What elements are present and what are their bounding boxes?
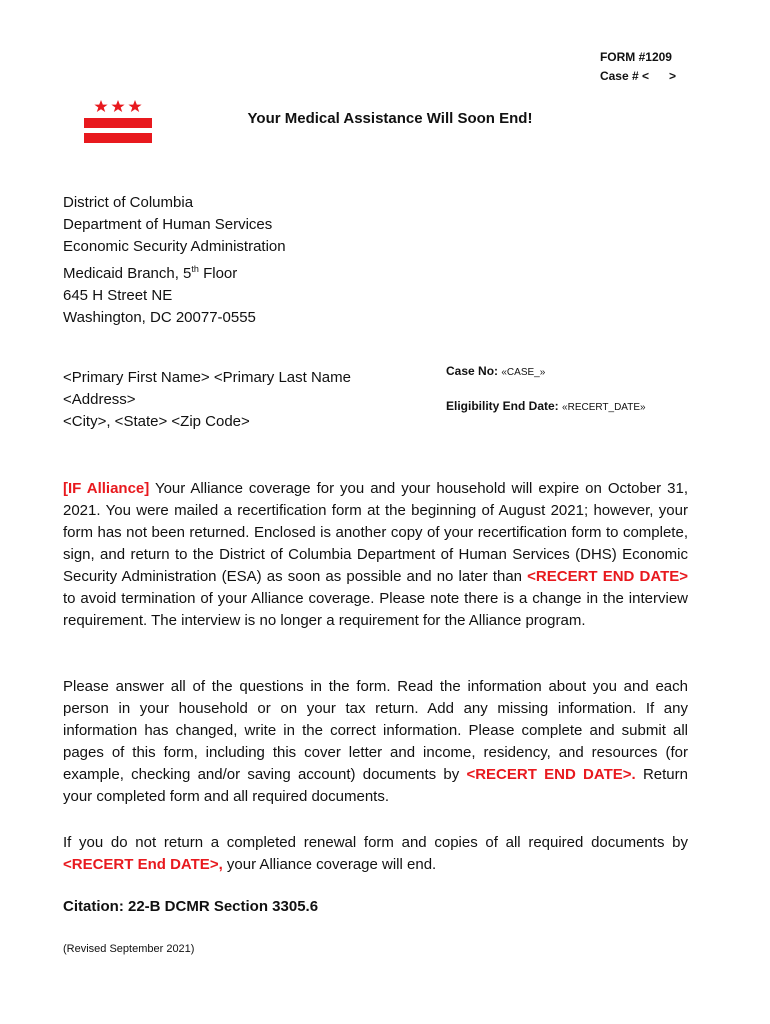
form-header bbox=[600, 48, 676, 86]
recert-end-date-1: <RECERT END DATE> bbox=[527, 568, 688, 585]
case-no-row bbox=[446, 364, 646, 378]
paragraph-warning: If you do not return a completed renewal form and copies of all required documents by <RECERT End DATE>, your Alliance coverage will end. bbox=[63, 834, 688, 873]
end-date-value: «RECERT_DATE» bbox=[562, 402, 646, 413]
flag-bar-bottom bbox=[84, 133, 152, 143]
recert-end-date-2: <RECERT END DATE>. bbox=[466, 766, 636, 783]
recipient-name: <Primary First Name> <Primary Last Name bbox=[63, 369, 351, 386]
case-number-placeholder bbox=[600, 67, 676, 86]
sender-line-5: 645 H Street NE bbox=[63, 287, 173, 304]
case-no-value: «CASE_» bbox=[501, 367, 546, 378]
recipient-street: <Address> bbox=[63, 391, 136, 408]
case-close: > bbox=[668, 69, 676, 83]
sender-line-1: District of Columbia bbox=[63, 194, 194, 211]
sender-address bbox=[63, 192, 286, 329]
sender-line-6: Washington, DC 20077-0555 bbox=[63, 309, 256, 326]
revision-note: (Revised September 2021) bbox=[63, 943, 195, 955]
recert-end-date-3: <RECERT End DATE>, bbox=[63, 856, 223, 873]
end-date-label: Eligibility End Date: bbox=[446, 399, 559, 413]
sender-line-3: Economic Security Administration bbox=[63, 238, 286, 255]
case-no-label: Case No: bbox=[446, 364, 499, 378]
case-info bbox=[446, 364, 646, 413]
form-number: FORM #1209 bbox=[599, 50, 672, 64]
recipient-address bbox=[63, 367, 351, 433]
citation: Citation: 22-B DCMR Section 3305.6 bbox=[63, 898, 319, 915]
alliance-tag: [IF Alliance] bbox=[63, 480, 150, 497]
sender-line-4: Medicaid Branch, 5th Floor bbox=[63, 264, 238, 282]
letter-title: Your Medical Assistance Will Soon End! bbox=[247, 110, 533, 127]
paragraph-instructions: Please answer all of the questions in the form. Read the information about you and each person in your household or on your tax return. Add any missing information. If any information has changed, write in the correct information. Please complete and submit all pages of this form, including this cover letter and income, residency, and resources (for example, checking and/or saving account) documents by <RECERT END DATE>. Return your completed form and all required documents. bbox=[63, 678, 688, 805]
recipient-city-state-zip: <City>, <State> <Zip Code> bbox=[63, 413, 250, 430]
sender-line-2: Department of Human Services bbox=[63, 216, 273, 233]
paragraph-alliance-expiry: [IF Alliance] Your Alliance coverage for you and your household will expire on October 31, 2021. You were mailed a recertification form at the beginning of August 2021; however, your form has not been returned. Enclosed is another copy of your recertification form to complete, sign, and return to the District of Columbia Department of Human Services (DHS) Economic Security Administration (ESA) as soon as possible and no later than <RECERT END DATE> to avoid termination of your Alliance coverage. Please note there is a change in the interview requirement. The interview is no longer a requirement for the Alliance program. bbox=[63, 480, 688, 629]
end-date-row bbox=[446, 399, 646, 413]
case-label: Case # < bbox=[599, 69, 649, 83]
